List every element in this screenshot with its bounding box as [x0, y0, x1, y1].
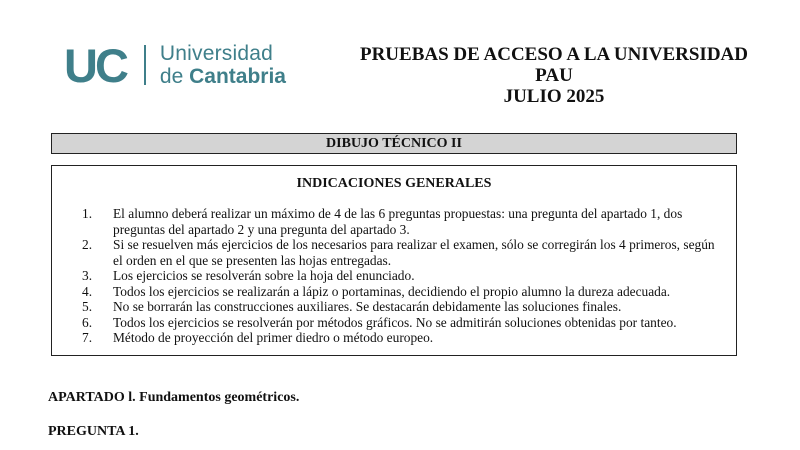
- instructions-list: [82, 206, 722, 346]
- instruction-number: 5.: [82, 299, 93, 314]
- instruction-text: El alumno deberá realizar un máximo de 4 de las 6 preguntas propuestas: una pregunta del apartado 1, dos preguntas del apartado 2 y una pregunta del apartado 3.: [113, 206, 683, 237]
- exam-date: JULIO 2025: [503, 86, 605, 107]
- instruction-item: [82, 330, 722, 346]
- instruction-item: [82, 299, 722, 315]
- instruction-number: 1.: [82, 206, 93, 221]
- instruction-item: [82, 237, 722, 268]
- instruction-text: Si se resuelven más ejercicios de los necesarios para realizar el examen, sólo se corregirán los 4 primeros, según el orden en el que se presenten las hojas entregadas.: [113, 237, 715, 268]
- logo-divider: [144, 45, 146, 85]
- exam-header: [340, 44, 768, 107]
- instruction-text: Todos los ejercicios se realizarán a lápiz o portaminas, decidiendo el propio alumno la dureza adecuada.: [113, 283, 671, 299]
- instructions-title: INDICACIONES GENERALES: [296, 176, 492, 191]
- instruction-text: Método de proyección del primer diedro o método europeo.: [113, 330, 434, 345]
- instruction-item: [82, 284, 722, 300]
- instruction-text: Todos los ejercicios se resolverán por métodos gráficos. No se admitirán soluciones obtenidas por tanteo.: [113, 314, 677, 330]
- university-logo: [64, 38, 286, 92]
- instruction-number: 4.: [82, 283, 93, 299]
- logo-wordmark: [160, 43, 286, 87]
- instruction-text: No se borrarán las construcciones auxiliares. Se destacarán debidamente las soluciones finales.: [113, 299, 622, 314]
- instruction-text: Los ejercicios se resolverán sobre la hoja del enunciado.: [113, 268, 415, 283]
- logo-line2: [160, 66, 286, 87]
- instruction-item: [82, 315, 722, 331]
- exam-subtitle: PAU: [535, 65, 573, 86]
- logo-line1: Universidad: [159, 42, 273, 65]
- subject-bar: DIBUJO TÉCNICO II: [51, 133, 737, 154]
- logo-line2-bold: Cantabria: [189, 65, 286, 88]
- section-heading: APARTADO l. Fundamentos geométricos.: [48, 390, 300, 405]
- exam-title: PRUEBAS DE ACCESO A LA UNIVERSIDAD: [359, 44, 748, 65]
- instruction-number: 6.: [82, 314, 93, 330]
- instruction-item: [82, 206, 722, 237]
- instructions-box: [51, 165, 737, 356]
- instruction-number: 2.: [82, 237, 93, 252]
- question-heading: PREGUNTA 1.: [48, 424, 139, 439]
- instruction-item: [82, 268, 722, 284]
- instruction-number: 3.: [82, 268, 93, 283]
- instruction-number: 7.: [82, 330, 93, 345]
- logo-mark: UC: [64, 38, 126, 92]
- logo-line2-prefix: de: [159, 65, 190, 88]
